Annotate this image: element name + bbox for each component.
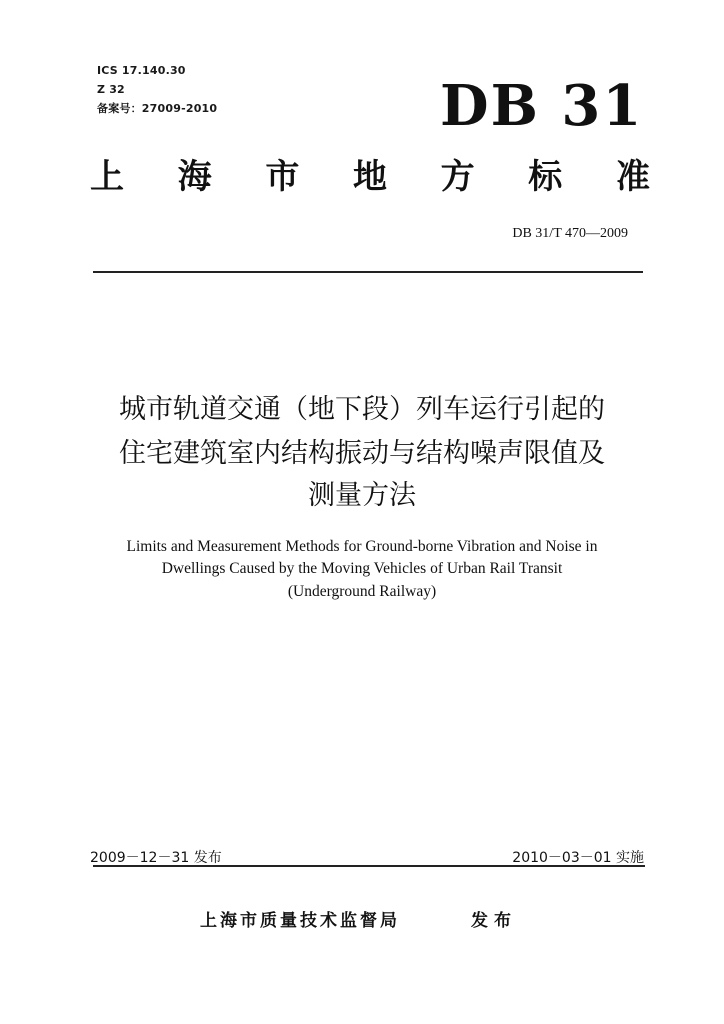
footer-divider	[93, 865, 645, 867]
category-char: 海	[177, 157, 212, 197]
category-char: 地	[352, 157, 387, 197]
standard-category-title	[90, 157, 650, 197]
issue-date: 2009－12－31 发布	[90, 850, 222, 866]
category-char: 上	[90, 157, 124, 197]
category-char: 方	[440, 157, 475, 197]
english-title-line: Limits and Measurement Methods for Ground-borne Vibration and Noise in	[126, 538, 598, 555]
standard-code: DB 31	[440, 73, 644, 139]
ccs-code: Z 32	[97, 83, 125, 96]
english-title-line: Dwellings Caused by the Moving Vehicles of Urban Rail Transit	[161, 560, 563, 577]
english-title-line: (Underground Railway)	[287, 583, 437, 600]
category-char: 准	[615, 157, 650, 197]
publish-label: 发布	[471, 911, 517, 931]
ics-code: ICS 17.140.30	[97, 64, 186, 77]
record-number: 备案号：27009-2010	[97, 102, 218, 115]
category-char: 标	[528, 157, 563, 197]
category-char: 市	[265, 157, 300, 197]
publisher-name: 上海市质量技术监督局	[200, 911, 400, 931]
standard-number: DB 31/T 470—2009	[512, 226, 628, 241]
implementation-date: 2010－03－01 实施	[512, 850, 644, 866]
chinese-title-line: 住宅建筑室内结构振动与结构噪声限值及	[119, 438, 605, 469]
header-divider	[93, 271, 643, 273]
chinese-title-line: 测量方法	[308, 480, 416, 511]
chinese-title-line: 城市轨道交通（地下段）列车运行引起的	[119, 394, 605, 425]
